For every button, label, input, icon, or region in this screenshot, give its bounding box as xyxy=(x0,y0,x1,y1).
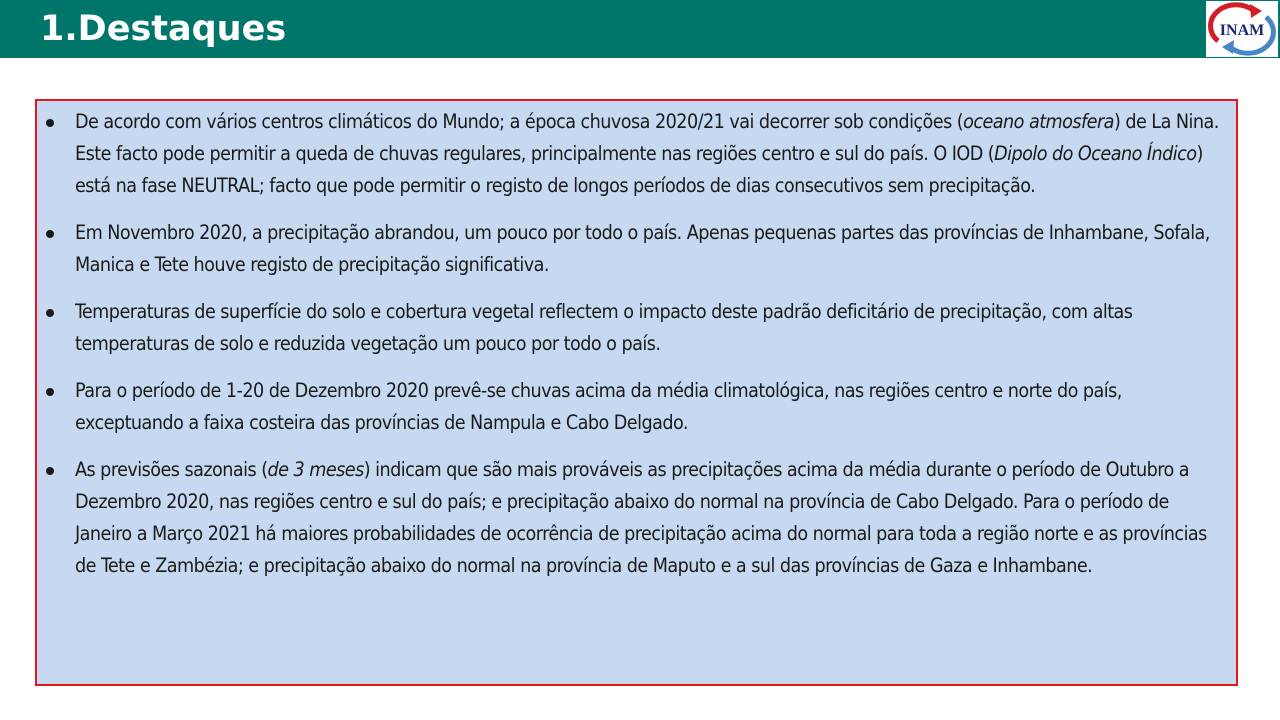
title-bar xyxy=(0,0,1280,58)
highlights-box xyxy=(35,99,1238,686)
bullet-dot-icon xyxy=(46,230,54,238)
logo-text: INAM xyxy=(1219,22,1265,39)
bullet-dot-icon xyxy=(46,467,54,475)
bullet-dot-icon xyxy=(46,119,54,127)
bullet-dot-icon xyxy=(46,388,54,396)
highlights-list xyxy=(37,106,1236,597)
bullet-dot-icon xyxy=(46,309,54,317)
list-item: Em Novembro 2020, a precipitação abrandou, um pouco por todo o país. Apenas pequenas partes das províncias de Inhambane, Sofala, Manica e Tete houve registo de precipitação significativa. xyxy=(37,217,1236,281)
list-item: As previsões sazonais (de 3 meses) indicam que são mais prováveis as precipitações acima da média durante o período de Outubro a Dezembro 2020, nas regiões centro e sul do país; e precipitação abaixo do normal na província de Cabo Delgado. Para o período de Janeiro a Março 2021 há maiores probabilidades de ocorrência de precipitação acima do normal para toda a região norte e as províncias de Tete e Zambézia; e precipitação abaixo do normal na província de Maputo e a sul das províncias de Gaza e Inhambane. xyxy=(37,454,1236,582)
slide-title: 1.Destaques xyxy=(40,9,287,49)
list-item: Para o período de 1-20 de Dezembro 2020 prevê-se chuvas acima da média climatológica, nas regiões centro e norte do país, exceptuando a faixa costeira das províncias de Nampula e Cabo Delgado. xyxy=(37,375,1236,439)
inam-logo-icon xyxy=(1206,1,1278,57)
list-item: De acordo com vários centros climáticos do Mundo; a época chuvosa 2020/21 vai decorrer sob condições (oceano atmosfera) de La Nina. Este facto pode permitir a queda de chuvas regulares, principalmente nas regiões centro e sul do país. O IOD (Dipolo do Oceano Índico) está na fase NEUTRAL; facto que pode permitir o registo de longos períodos de dias consecutivos sem precipitação. xyxy=(37,106,1236,202)
list-item: Temperaturas de superfície do solo e cobertura vegetal reflectem o impacto deste padrão deficitário de precipitação, com altas temperaturas de solo e reduzida vegetação um pouco por todo o país. xyxy=(37,296,1236,360)
inam-logo xyxy=(1206,1,1278,57)
